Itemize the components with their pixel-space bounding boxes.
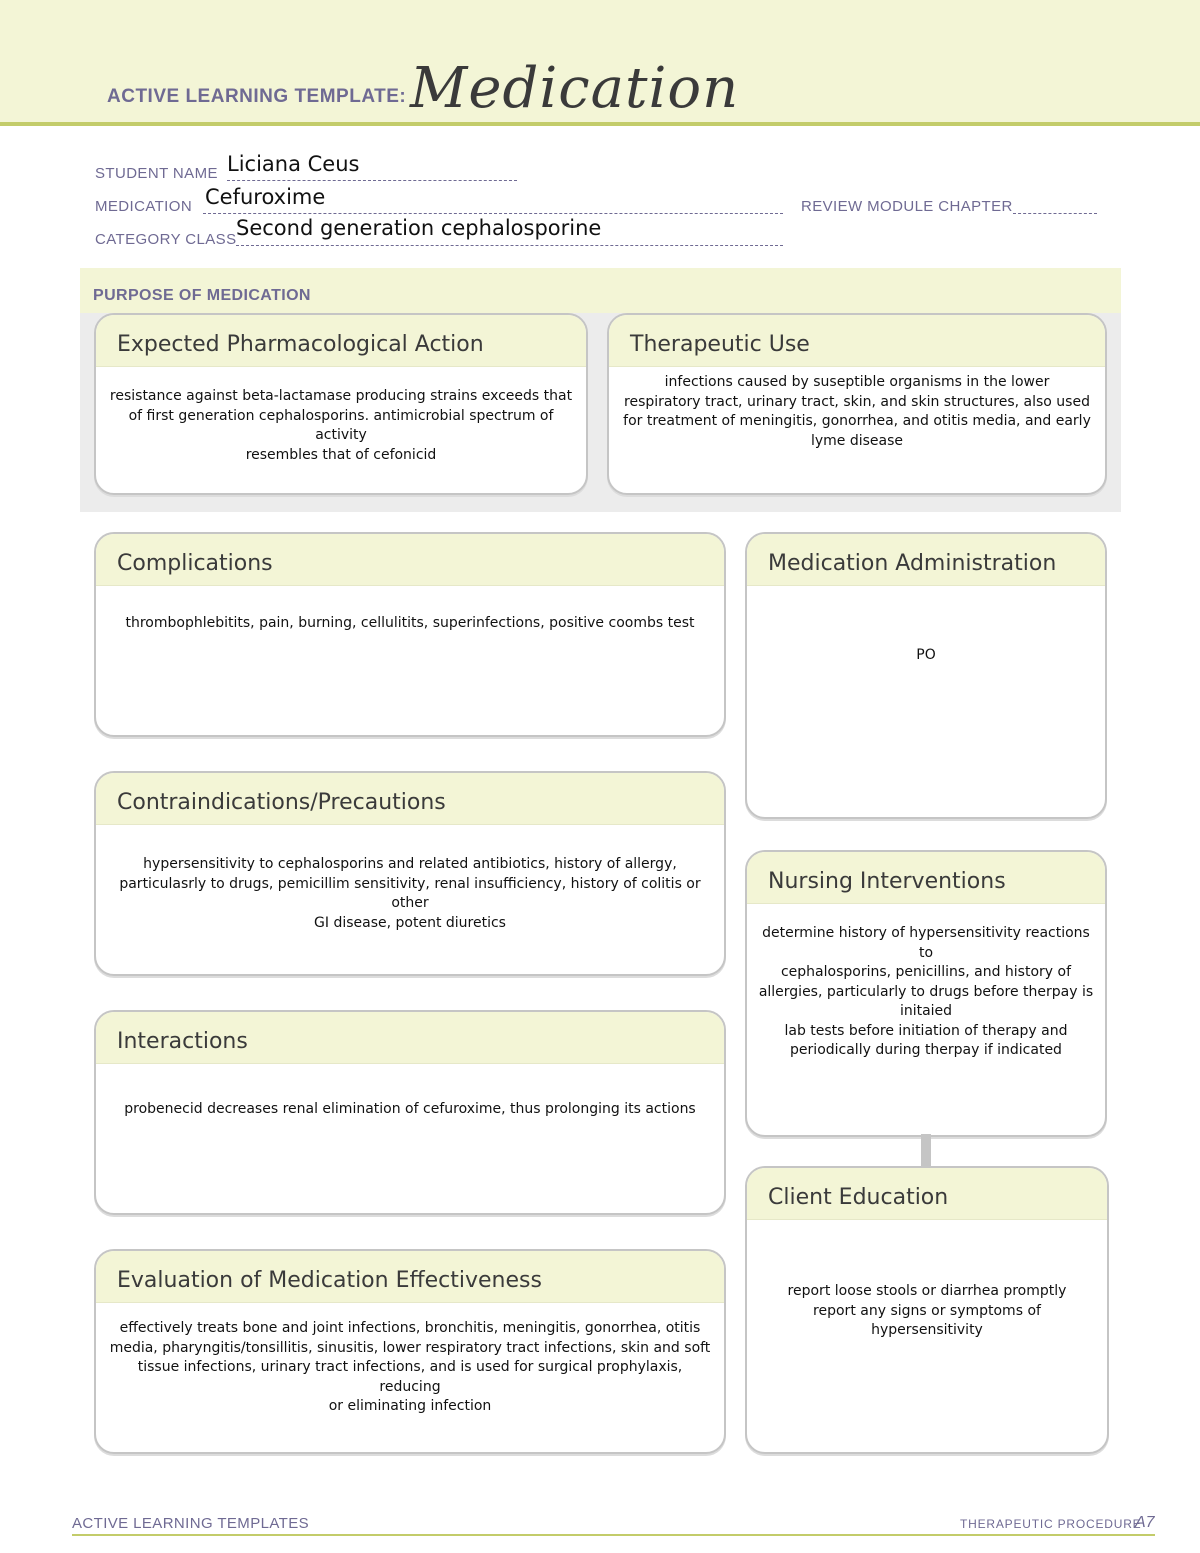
- nursing-box: [745, 850, 1107, 1137]
- footer-page-number: A7: [1135, 1514, 1155, 1531]
- client-education-title: Client Education: [747, 1168, 1107, 1220]
- contraindications-text[interactable]: hypersensitivity to cephalosporins and related antibiotics, history of allergy, particulasrly to drugs, pemicillim sensitivity, renal insufficiency, history of colitis or other GI disease, potent diuretics: [119, 856, 701, 931]
- student-name-label: STUDENT NAME: [95, 165, 218, 182]
- expected-action-title: Expected Pharmacological Action: [96, 315, 586, 367]
- category-class-label: CATEGORY CLASS: [95, 231, 237, 248]
- footer-rule: [72, 1534, 1155, 1536]
- client-education-box: [745, 1166, 1109, 1454]
- evaluation-text[interactable]: effectively treats bone and joint infections, bronchitis, meningitis, gonorrhea, otitis media, pharyngitis/tonsillitis, sinusitis, lower respiratory tract infections, skin and soft tissue infections, urinary tract infections, and is used for surgical prophylaxis, reducing or eliminating infection: [109, 1320, 711, 1414]
- nursing-text[interactable]: determine history of hypersensitivity reactions to cephalosporins, penicillins, and history of allergies, particularly to drugs before therpay is initaied lab tests before initiation of therapy and periodically during therpay if indicated: [758, 925, 1094, 1058]
- expected-action-box: [94, 313, 588, 495]
- contraindications-box: [94, 771, 726, 976]
- nursing-title: Nursing Interventions: [747, 852, 1105, 904]
- interactions-box: [94, 1010, 726, 1215]
- expected-action-text[interactable]: resistance against beta-lactamase producing strains exceeds that of first generation cephalosporins. antimicrobial spectrum of activity resembles that of cefonicid: [109, 388, 573, 463]
- administration-text[interactable]: PO: [916, 647, 936, 663]
- template-title: Medication: [410, 56, 740, 121]
- evaluation-title: Evaluation of Medication Effectiveness: [96, 1251, 724, 1303]
- complications-text[interactable]: thrombophlebitits, pain, burning, cellulitits, superinfections, positive coombs test: [125, 615, 695, 631]
- complications-box: [94, 532, 726, 737]
- therapeutic-use-text[interactable]: infections caused by suseptible organisms in the lower respiratory tract, urinary tract, skin, and skin structures, also used for treatment of meningitis, gonorrhea, and otitis media, and early lyme disease: [623, 374, 1091, 449]
- medication-line: [203, 213, 783, 214]
- complications-title: Complications: [96, 534, 724, 586]
- purpose-label: PURPOSE OF MEDICATION: [93, 287, 311, 304]
- footer-left: ACTIVE LEARNING TEMPLATES: [72, 1515, 309, 1532]
- footer-right: THERAPEUTIC PROCEDURE: [960, 1517, 1142, 1531]
- client-education-text[interactable]: report loose stools or diarrhea promptly report any signs or symptoms of hypersensitivity: [787, 1283, 1067, 1338]
- medication-value[interactable]: Cefuroxime: [205, 185, 326, 209]
- student-name-value[interactable]: Liciana Ceus: [227, 152, 360, 176]
- therapeutic-use-title: Therapeutic Use: [609, 315, 1105, 367]
- medication-label: MEDICATION: [95, 198, 193, 215]
- interactions-text[interactable]: probenecid decreases renal elimination of cefuroxime, thus prolonging its actions: [124, 1101, 696, 1117]
- evaluation-box: [94, 1249, 726, 1454]
- review-module-label: REVIEW MODULE CHAPTER: [801, 198, 1013, 215]
- category-class-line: [236, 245, 783, 246]
- administration-box: [745, 532, 1107, 819]
- interactions-title: Interactions: [96, 1012, 724, 1064]
- nursing-education-connector: [921, 1134, 931, 1167]
- administration-title: Medication Administration: [747, 534, 1105, 586]
- template-prefix: ACTIVE LEARNING TEMPLATE:: [107, 86, 407, 107]
- review-module-line[interactable]: [1013, 213, 1097, 214]
- contraindications-title: Contraindications/Precautions: [96, 773, 724, 825]
- header-rule: [0, 122, 1200, 126]
- student-name-line: [227, 180, 517, 181]
- category-class-value[interactable]: Second generation cephalosporine: [236, 216, 602, 240]
- therapeutic-use-box: [607, 313, 1107, 495]
